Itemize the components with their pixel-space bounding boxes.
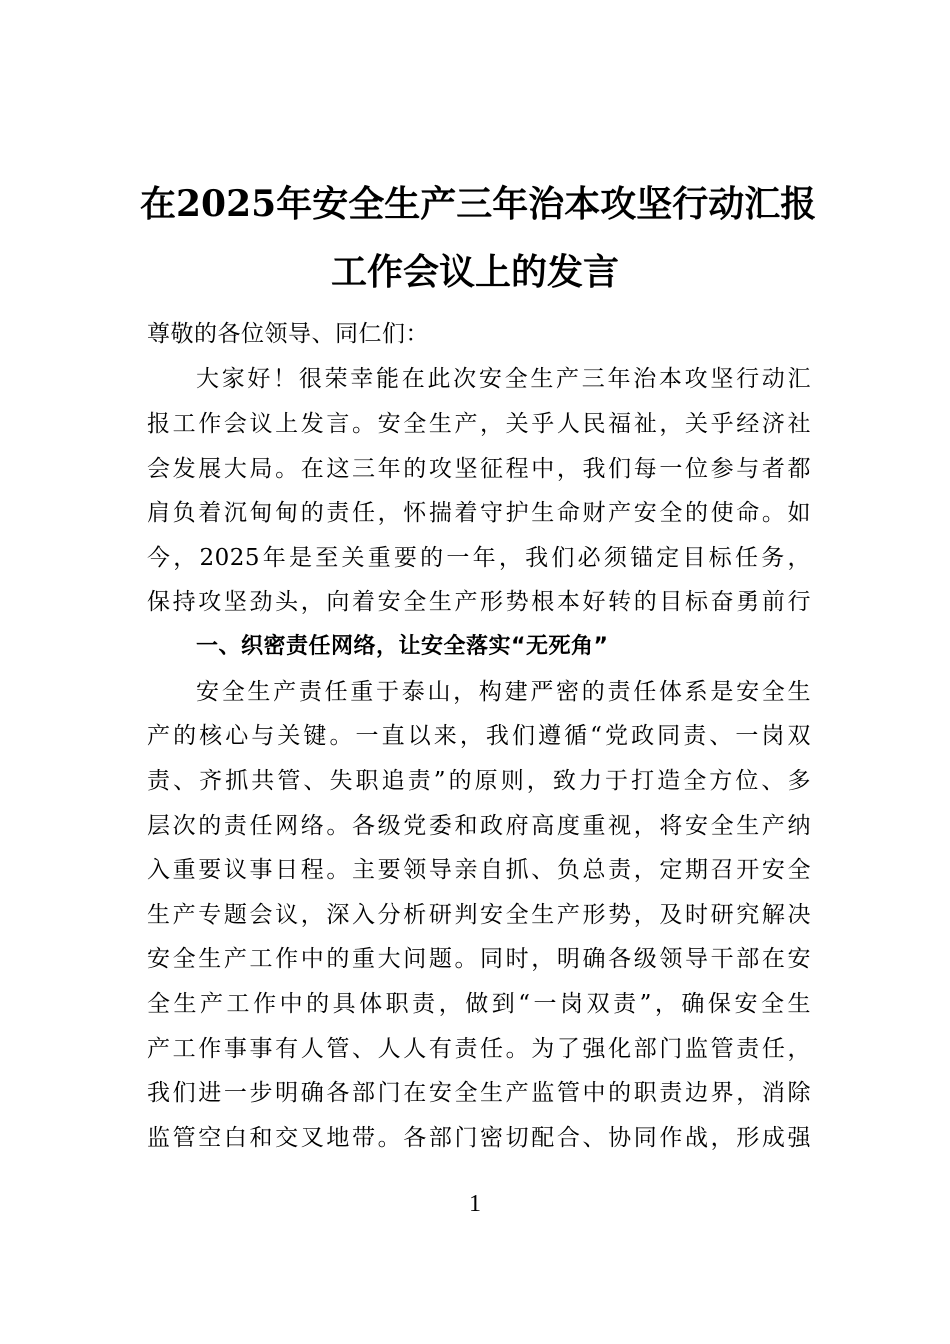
- body-line: 今，2025年是至关重要的一年，我们必须锚定目标任务，: [147, 545, 811, 571]
- body-line: 我们进一步明确各部门在安全生产监管中的职责边界，消除: [147, 1080, 811, 1106]
- body-line: 责、齐抓共管、失职追责”的原则，致力于打造全方位、多: [147, 768, 811, 794]
- body-line: 入重要议事日程。主要领导亲自抓、负总责，定期召开安全: [147, 857, 811, 883]
- body-line: 保持攻坚劲头，向着安全生产形势根本好转的目标奋勇前行: [147, 589, 811, 615]
- body-line: 肩负着沉甸甸的责任，怀揣着守护生命财产安全的使命。如: [147, 500, 811, 526]
- body-line: 产工作事事有人管、人人有责任。为了强化部门监管责任，: [147, 1036, 811, 1062]
- page-number: 1: [469, 1191, 481, 1217]
- body-line: 会发展大局。在这三年的攻坚征程中，我们每一位参与者都: [147, 456, 811, 482]
- body-line: 安全生产工作中的重大问题。同时，明确各级领导干部在安: [147, 946, 811, 972]
- document-title-line-1: 在2025年安全生产三年治本攻坚行动汇报: [140, 183, 817, 225]
- body-line: 大家好！很荣幸能在此次安全生产三年治本攻坚行动汇: [196, 366, 811, 392]
- body-line: 生产专题会议，深入分析研判安全生产形势，及时研究解决: [147, 902, 811, 928]
- body-line: 报工作会议上发言。安全生产，关乎人民福祉，关乎经济社: [147, 411, 811, 437]
- body-line: 全生产工作中的具体职责，做到“一岗双责”，确保安全生: [147, 991, 811, 1017]
- document-title-line-2: 工作会议上的发言: [330, 251, 619, 293]
- body-line: 层次的责任网络。各级党委和政府高度重视，将安全生产纳: [147, 813, 811, 839]
- body-line: 产的核心与关键。一直以来，我们遵循“党政同责、一岗双: [147, 723, 811, 749]
- section-heading: 一、织密责任网络，让安全落实“无死角”: [196, 634, 609, 659]
- body-line: 监管空白和交叉地带。各部门密切配合、协同作战，形成强: [147, 1125, 811, 1151]
- salutation: 尊敬的各位领导、同仁们：: [147, 321, 429, 347]
- body-line: 安全生产责任重于泰山，构建严密的责任体系是安全生: [196, 679, 811, 705]
